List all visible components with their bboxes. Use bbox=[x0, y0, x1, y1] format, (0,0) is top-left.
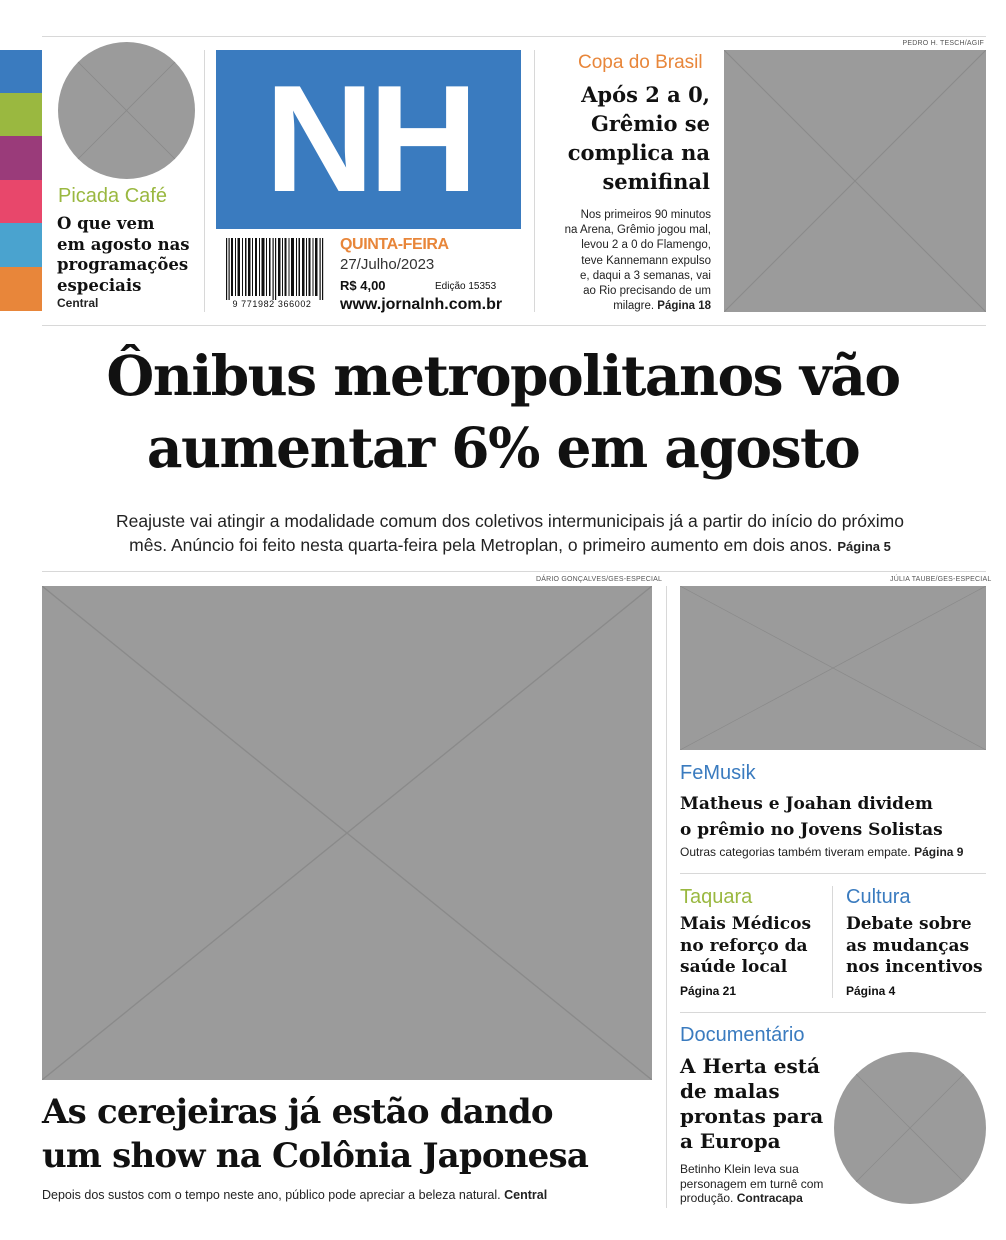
documentario-headline[interactable]: A Herta está de malas prontas para a Europa bbox=[680, 1054, 824, 1153]
issue-date: 27/Julho/2023 bbox=[340, 256, 435, 273]
website-link[interactable]: www.jornalnh.com.br bbox=[340, 296, 503, 313]
section-stripe-2 bbox=[0, 93, 42, 136]
cerejeiras-headline[interactable]: As cerejeiras já estão dando um show na Colônia Japonesa bbox=[42, 1092, 589, 1176]
femusik-kicker: FeMusik bbox=[680, 762, 756, 784]
nh-logo[interactable] bbox=[216, 50, 521, 229]
femusik-photo bbox=[680, 586, 986, 750]
cultura-headline[interactable]: Debate sobre as mudanças nos incentivos bbox=[846, 914, 983, 977]
documentario-kicker: Documentário bbox=[680, 1024, 805, 1046]
copa-photo-credit: PEDRO H. TESCH/AGIF bbox=[902, 40, 984, 47]
cerejeiras-dek: Depois dos sustos com o tempo neste ano, público pode apreciar a beleza natural. Central bbox=[42, 1188, 548, 1202]
cerejeiras-photo bbox=[42, 586, 652, 1080]
taquara-kicker: Taquara bbox=[680, 886, 753, 908]
top-rule bbox=[42, 36, 986, 37]
right-column-divider bbox=[666, 586, 667, 1208]
femusik-dek: Outras categorias também tiveram empate. Página 9 bbox=[680, 845, 964, 859]
cultura-bottom-rule bbox=[680, 1012, 986, 1013]
cultura-page-ref: Página 4 bbox=[846, 984, 896, 998]
femusik-bottom-rule bbox=[680, 873, 986, 874]
copa-page-ref: Página 18 bbox=[657, 300, 711, 313]
masthead-divider-right bbox=[534, 50, 535, 312]
femusik-page-ref: Página 9 bbox=[914, 845, 964, 859]
picada-cafe-section: Central bbox=[57, 296, 99, 310]
cerejeiras-section: Central bbox=[504, 1188, 548, 1202]
picada-cafe-headline[interactable]: O que vem em agosto nas programações especiais bbox=[57, 214, 190, 295]
masthead-divider-left bbox=[204, 50, 205, 312]
nh-logo-text: NH bbox=[264, 54, 473, 224]
cerejeiras-photo-credit: DÁRIO GONÇALVES/GES-ESPECIAL bbox=[536, 576, 663, 583]
section-stripe-1 bbox=[0, 50, 42, 93]
main-bottom-rule bbox=[42, 571, 986, 572]
taquara-headline[interactable]: Mais Médicos no reforço da saúde local bbox=[680, 914, 812, 977]
barcode bbox=[222, 238, 328, 309]
documentario-page-ref: Contracapa bbox=[736, 1191, 803, 1205]
taquara-cultura-divider bbox=[832, 886, 833, 998]
femusik-photo-credit: JÚLIA TAUBE/GES-ESPECIAL bbox=[890, 576, 992, 583]
price: R$ 4,00 bbox=[340, 278, 386, 293]
picada-cafe-photo bbox=[58, 42, 195, 179]
copa-kicker: Copa do Brasil bbox=[578, 52, 703, 73]
barcode-number: 9 771982 366002 bbox=[232, 299, 312, 309]
section-stripe-3 bbox=[0, 136, 42, 180]
copa-body: Nos primeiros 90 minutos na Arena, Grêmio jogou mal, levou 2 a 0 do Flamengo, teve Kannemann expulso e, daqui a 3 semanas, vai ao Rio precisando de um milagre. Página 18 bbox=[564, 209, 711, 313]
edition-number: Edição 15353 bbox=[435, 281, 497, 292]
section-stripe-4 bbox=[0, 180, 42, 223]
femusik-headline[interactable]: Matheus e Joahan dividem o prêmio no Jovens Solistas bbox=[680, 794, 943, 840]
copa-photo bbox=[724, 50, 986, 312]
section-stripe-6 bbox=[0, 267, 42, 311]
main-headline[interactable]: Ônibus metropolitanos vão aumentar 6% em agosto bbox=[106, 343, 900, 480]
weekday: QUINTA-FEIRA bbox=[340, 236, 449, 253]
header-bottom-rule bbox=[42, 325, 986, 326]
picada-cafe-kicker: Picada Café bbox=[58, 185, 167, 207]
section-stripe-5 bbox=[0, 223, 42, 267]
documentario-dek: Betinho Klein leva sua personagem em turnê com produção. Contracapa bbox=[680, 1162, 824, 1205]
taquara-page-ref: Página 21 bbox=[680, 984, 737, 998]
barcode-bars bbox=[222, 238, 328, 306]
main-dek: Reajuste vai atingir a modalidade comum dos coletivos intermunicipais já a partir do início do próximo mês. Anúncio foi feito nesta quarta-feira pela Metroplan, o primeiro aumento em dois anos. Página 5 bbox=[116, 511, 904, 555]
cultura-kicker: Cultura bbox=[846, 886, 911, 908]
copa-headline[interactable]: Após 2 a 0, Grêmio se complica na semifinal bbox=[567, 82, 710, 194]
documentario-photo bbox=[834, 1052, 986, 1204]
main-page-ref: Página 5 bbox=[837, 539, 891, 554]
